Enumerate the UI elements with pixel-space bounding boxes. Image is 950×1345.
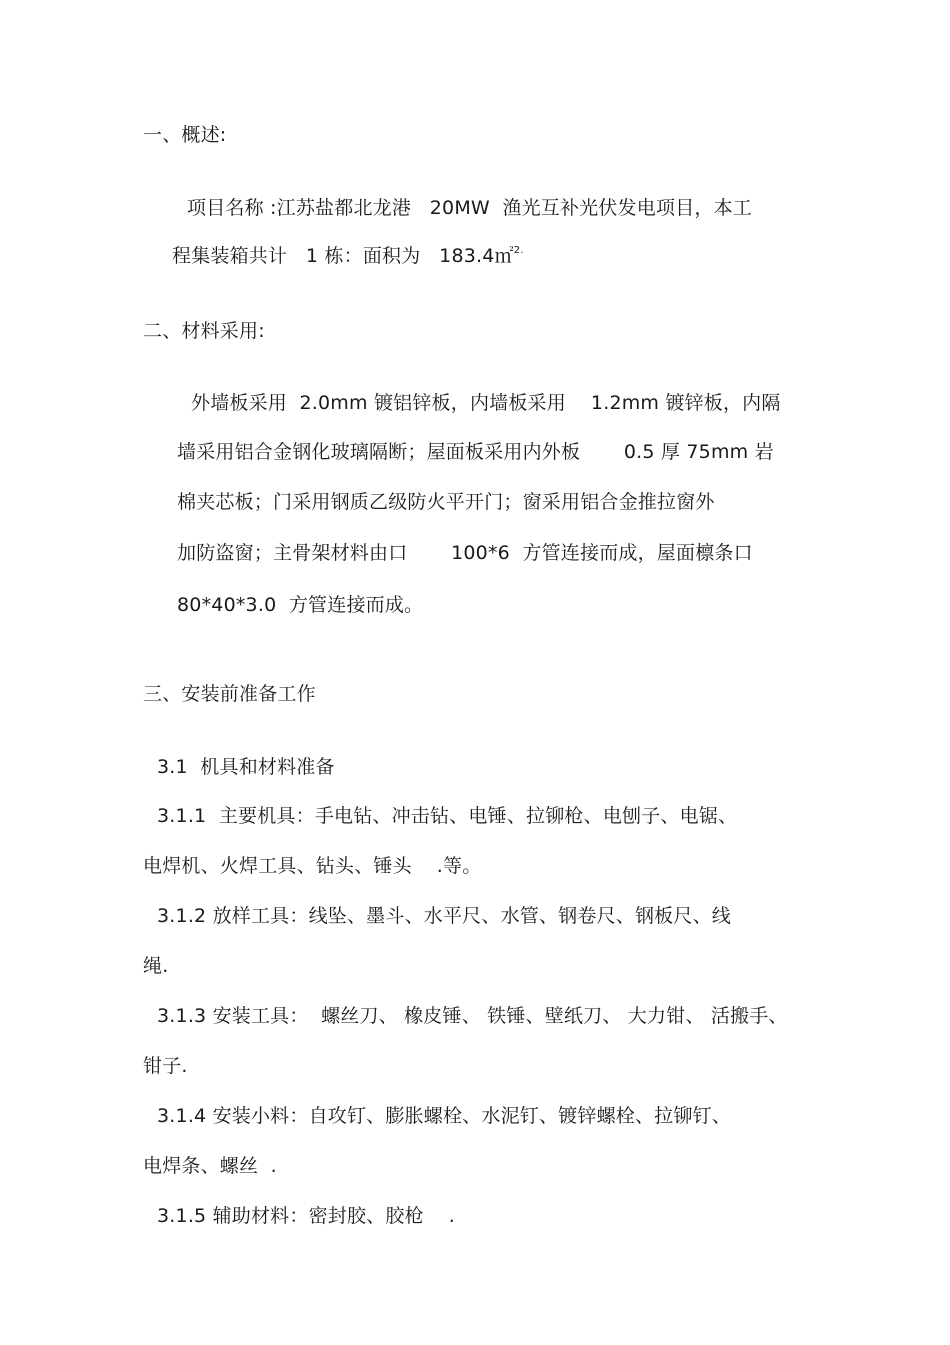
section-3-heading: 三、安装前准备工作 (143, 683, 316, 705)
section-3-item-line-7: 3.1.4 安装小料：自攻钉、膨胀螺栓、水泥钉、镀锌螺栓、拉铆钉、 (157, 1105, 731, 1127)
section-2-heading: 二、材料采用: (143, 320, 265, 342)
section-3-item-line-3: 3.1.2 放样工具：线坠、墨斗、水平尺、水管、钢卷尺、钢板尺、线 (157, 905, 731, 927)
section-1-line-2 (172, 244, 524, 268)
section-3-item-line-4: 绳. (143, 955, 169, 977)
section-3-item-line-1: 3.1.1 主要机具：手电钻、冲击钻、电锤、拉铆枪、电刨子、电锯、 (157, 805, 738, 827)
section-1-line-1: 项目名称 :江苏盐都北龙港 20MW 渔光互补光伏发电项目，本工 (187, 197, 752, 219)
section-1-line-2-text: 程集装箱共计 1 栋：面积为 183.4㎡ (172, 245, 514, 267)
section-3-item-line-2: 电焊机、火焊工具、钻头、锤头 .等。 (143, 855, 482, 877)
section-1-heading: 一、概述: (143, 124, 227, 146)
section-2-line-5: 80*40*3.0 方管连接而成。 (177, 594, 424, 616)
area-superscript: 2. (513, 245, 524, 256)
section-2-line-4: 加防盗窗；主骨架材料由口 100*6 方管连接而成，屋面檩条口 (177, 542, 753, 564)
section-3-item-line-6: 钳子. (143, 1055, 188, 1077)
section-2-line-3: 棉夹芯板；门采用钢质乙级防火平开门；窗采用铝合金推拉窗外 (177, 491, 715, 513)
section-3-item-line-5: 3.1.3 安装工具： 螺丝刀、 橡皮锤、 铁锤、壁纸刀、 大力钳、 活搬手、 (157, 1005, 788, 1027)
section-2-line-2: 墙采用铝合金钢化玻璃隔断；屋面板采用内外板 0.5 厚 75mm 岩 (177, 441, 774, 463)
section-2-line-1: 外墙板采用 2.0mm 镀铝锌板，内墙板采用 1.2mm 镀锌板，内隔 (191, 392, 781, 414)
section-3-item-line-9: 3.1.5 辅助材料：密封胶、胶枪 . (157, 1205, 455, 1227)
section-3-item-line-8: 电焊条、螺丝 . (143, 1155, 277, 1177)
section-3-sub-heading: 3.1 机具和材料准备 (157, 756, 335, 778)
